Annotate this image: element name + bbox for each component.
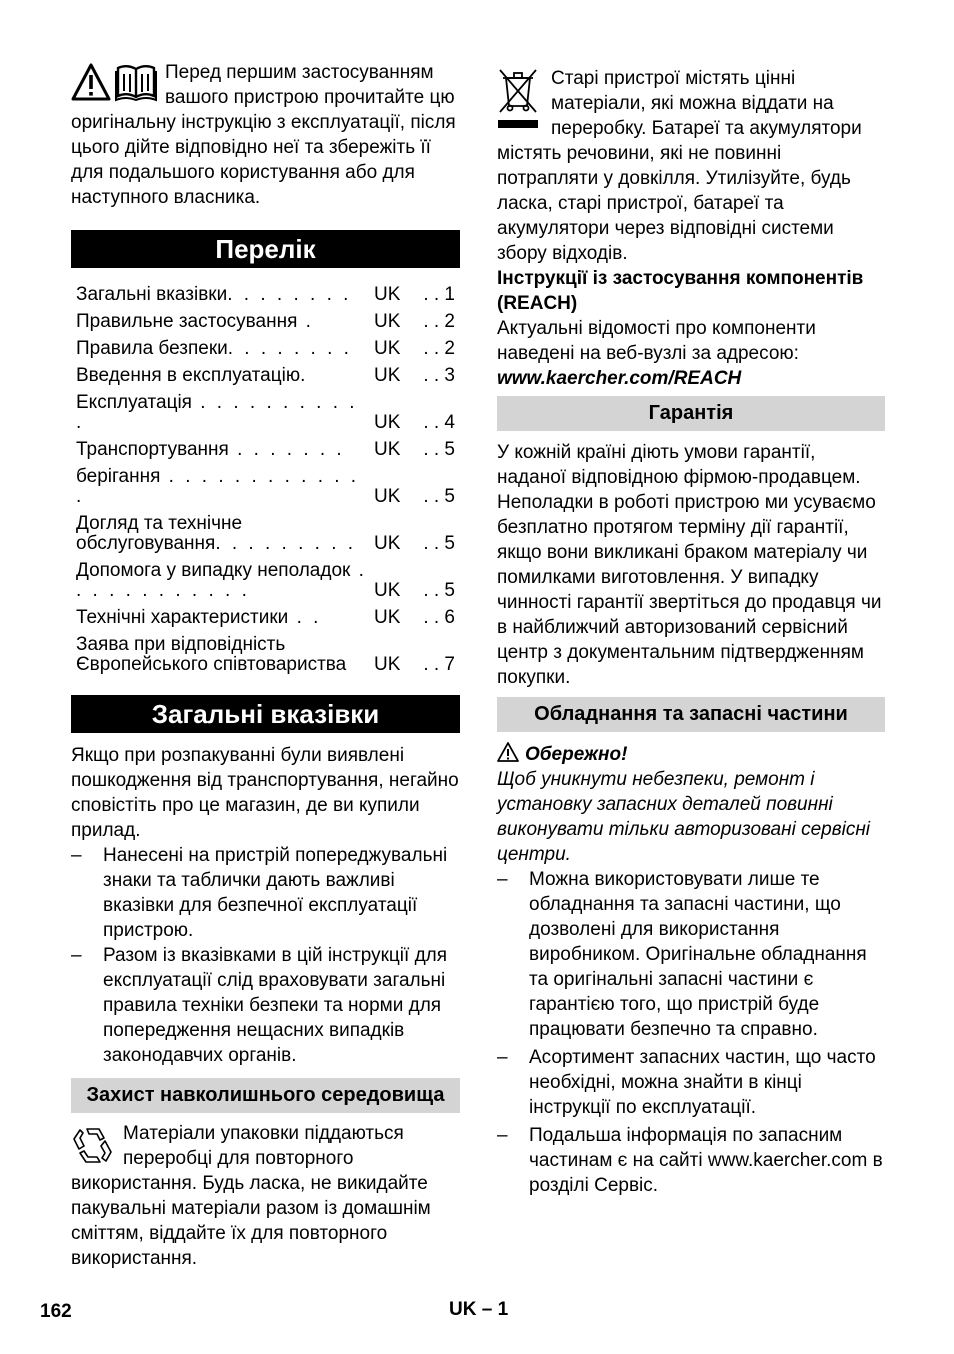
toc-entry-title	[71, 554, 374, 601]
toc-entry-title	[71, 601, 374, 628]
toc-heading: Перелік	[71, 230, 460, 268]
right-column	[497, 66, 885, 1198]
toc-entry-title-text: Заява при відповідність Європейського співтовариства	[76, 634, 347, 675]
general-paragraph: Якщо при розпакуванні були виявлені пошкодження від транспортування, негайно сповістіть про це магазин, де ви купили прилад.	[71, 745, 459, 841]
toc-entry-title-text: Транспортування	[76, 439, 229, 460]
toc-entry-page: . . 2	[423, 338, 455, 359]
list-item-text: Асортимент запасних частин, що часто необхідні, можна знайти в кінці інструкції по експлуатації.	[529, 1047, 876, 1118]
reach-url: www.kaercher.com/REACH	[497, 368, 742, 389]
toc-entry-page: . . 5	[423, 533, 455, 554]
list-item-text: Нанесені на пристрій попереджувальні знаки та таблички дають важливі вказівки для безпечної експлуатації пристрою.	[103, 845, 448, 941]
intro-text: Перед першим застосуванням вашого пристрою прочитайте цю оригінальну інструкцію з експлуатації, після цього дійте відповідно неї та збережіть її для подальшого користування або для наступного власника.	[71, 62, 456, 208]
toc-entry	[71, 332, 460, 359]
toc-entry	[71, 386, 460, 433]
toc-entry-page: . . 5	[423, 580, 455, 601]
toc-entry-page: . . 2	[423, 311, 455, 332]
toc-entry	[71, 278, 460, 305]
toc-entry	[71, 507, 460, 554]
toc-entry-lang: UK	[374, 580, 401, 601]
left-column	[71, 60, 460, 1271]
toc-entry-lang: UK	[374, 533, 401, 554]
toc-entry-title	[71, 628, 374, 675]
list-item	[71, 843, 460, 943]
warranty-heading: Гарантія	[497, 396, 885, 431]
toc-entry-page: . . 3	[423, 365, 455, 386]
toc-entry-dots: . . . . . . .	[228, 439, 345, 460]
toc-entry-page: . . 7	[423, 654, 455, 675]
toc-entry-dots: . .	[288, 607, 322, 628]
reach-heading: Інструкції із застосування компонентів (REACH)	[497, 268, 864, 314]
toc-entry	[71, 460, 460, 507]
list-item	[497, 1123, 885, 1198]
caution-text: Щоб уникнути небезпеки, ремонт і установку запасних деталей повинні виконувати тільки авторизовані сервісні центри.	[497, 769, 871, 865]
list-item	[497, 867, 885, 1042]
weee-block	[497, 66, 885, 266]
toc-entry-title-text: Догляд та технічне обслуговування	[76, 513, 243, 554]
caution-icon	[497, 742, 519, 762]
list-item-text: Разом із вказівками в цій інструкції для експлуатації слід враховувати загальні правила техніки безпеки та норми для попередження нещасних випадків законодавчих органів.	[103, 945, 448, 1066]
toc-entry-dots: .	[300, 365, 309, 386]
toc-entry-page: . . 1	[423, 284, 455, 305]
toc-entry-page: . . 5	[423, 439, 455, 460]
toc-entry	[71, 554, 460, 601]
toc-entry-lang: UK	[374, 654, 401, 675]
weee-text: Старі пристрої містять цінні матеріали, які можна віддати на переробку. Батареї та акумулятори містять речовини, які не повинні потрапляти у довкілля. Утилізуйте, будь ласка, старі пристрої, батареї та акумулятори через відповідні системи збору відходів.	[497, 68, 862, 264]
recycle-text: Матеріали упаковки піддаються переробці для повторного використання. Будь ласка, не викидайте пакувальні матеріали разом із домашнім сміттям, віддайте їх для повторного використання.	[71, 1123, 431, 1269]
recycle-block	[71, 1121, 460, 1271]
toc-entry-dots: .	[297, 311, 314, 332]
toc-entry-dots: . . . . . . . . .	[215, 533, 357, 554]
toc-entry-title-text: берігання	[76, 466, 161, 487]
list-dash: –	[497, 1125, 508, 1146]
list-dash: –	[497, 869, 508, 890]
toc-entry-page: . . 5	[423, 486, 455, 507]
caution-label: Обережно!	[525, 744, 628, 765]
intro-icons	[71, 62, 157, 106]
toc-entry-dots: . . . . . . . . . . . .	[76, 560, 367, 601]
toc-entry	[71, 601, 460, 628]
recycle-icon	[71, 1125, 115, 1165]
toc-entry	[71, 433, 460, 460]
toc-entry-title-text: Експлуатація	[76, 392, 192, 413]
toc-entry-title	[71, 433, 374, 460]
toc-entry-lang: UK	[374, 607, 401, 628]
list-item-text: Можна використовувати лише те обладнання та запасні частини, що дозволені для використання виробником. Оригінальне обладнання та оригінальні запасні частини є гарантією того, що пристрій буде працювати безпечно та справно.	[529, 869, 867, 1040]
table-of-contents	[71, 278, 460, 675]
toc-entry-dots: . . . . . . . .	[227, 338, 352, 359]
toc-entry-dots: . . . . . . . .	[227, 284, 352, 305]
toc-entry-lang: UK	[374, 412, 401, 433]
toc-entry-page: . . 4	[423, 412, 455, 433]
toc-entry-title	[71, 305, 374, 332]
list-item	[71, 943, 460, 1068]
toc-entry-title	[71, 332, 374, 359]
parts-heading: Обладнання та запасні частини	[497, 697, 885, 732]
toc-entry-lang: UK	[374, 284, 401, 305]
toc-entry-page: . . 6	[423, 607, 455, 628]
page-number: 162	[40, 1301, 72, 1322]
toc-entry-dots: . . . . . . . . . . . . .	[76, 466, 360, 507]
list-item-text: Подальша інформація по запасним частинам є на сайті www.kaercher.com в розділі Сервіс.	[529, 1125, 883, 1196]
crossed-bin-icon	[497, 68, 539, 130]
toc-entry-title	[71, 507, 374, 554]
list-dash: –	[497, 1047, 508, 1068]
caution-line	[497, 742, 885, 767]
list-item	[497, 1045, 885, 1120]
environment-heading: Захист навколишнього середовища	[71, 1078, 460, 1113]
toc-entry-title-text: Правила безпеки	[76, 338, 228, 359]
toc-entry-lang: UK	[374, 486, 401, 507]
toc-entry-title-text: Допомога у випадку неполадок	[76, 560, 351, 581]
toc-entry-title	[71, 386, 374, 433]
toc-entry-title	[71, 278, 374, 305]
toc-entry-title	[71, 359, 374, 386]
toc-entry-lang: UK	[374, 365, 401, 386]
toc-entry-lang: UK	[374, 338, 401, 359]
list-dash: –	[71, 945, 82, 966]
toc-entry-title-text: Правильне застосування	[76, 311, 298, 332]
toc-entry-lang: UK	[374, 311, 401, 332]
list-dash: –	[71, 845, 82, 866]
toc-entry-title	[71, 460, 374, 507]
toc-entry-dots: . . . . . . . . . . .	[76, 392, 358, 433]
toc-entry-title-text: Технічні характеристики	[76, 607, 289, 628]
toc-entry	[71, 359, 460, 386]
toc-entry-title-text: Загальні вказівки	[76, 284, 228, 305]
intro-block	[71, 60, 460, 210]
warning-icon	[71, 62, 111, 102]
general-section	[71, 743, 460, 1068]
manual-book-icon	[115, 62, 157, 102]
toc-entry	[71, 628, 460, 675]
footer-label: UK – 1	[449, 1299, 509, 1320]
reach-text: Актуальні відомості про компоненти наведені на веб-вузлі за адресою:	[497, 318, 816, 364]
general-heading: Загальні вказівки	[71, 695, 460, 733]
toc-entry	[71, 305, 460, 332]
toc-entry-lang: UK	[374, 439, 401, 460]
toc-entry-title-text: Введення в експлуатацію	[76, 365, 301, 386]
warranty-text: У кожній країні діють умови гарантії, наданої відповідною фірмою-продавцем. Неполадки в роботі пристрою ми усуваємо безплатно протягом терміну дії гарантії, якщо вони викликані браком матеріалу чи помилками виготовлення. У випадку чинності гарантії звертіться до продавця чи в найближчий авторизований сервісний центр з документальним підтвердженням покупки.	[497, 442, 882, 688]
